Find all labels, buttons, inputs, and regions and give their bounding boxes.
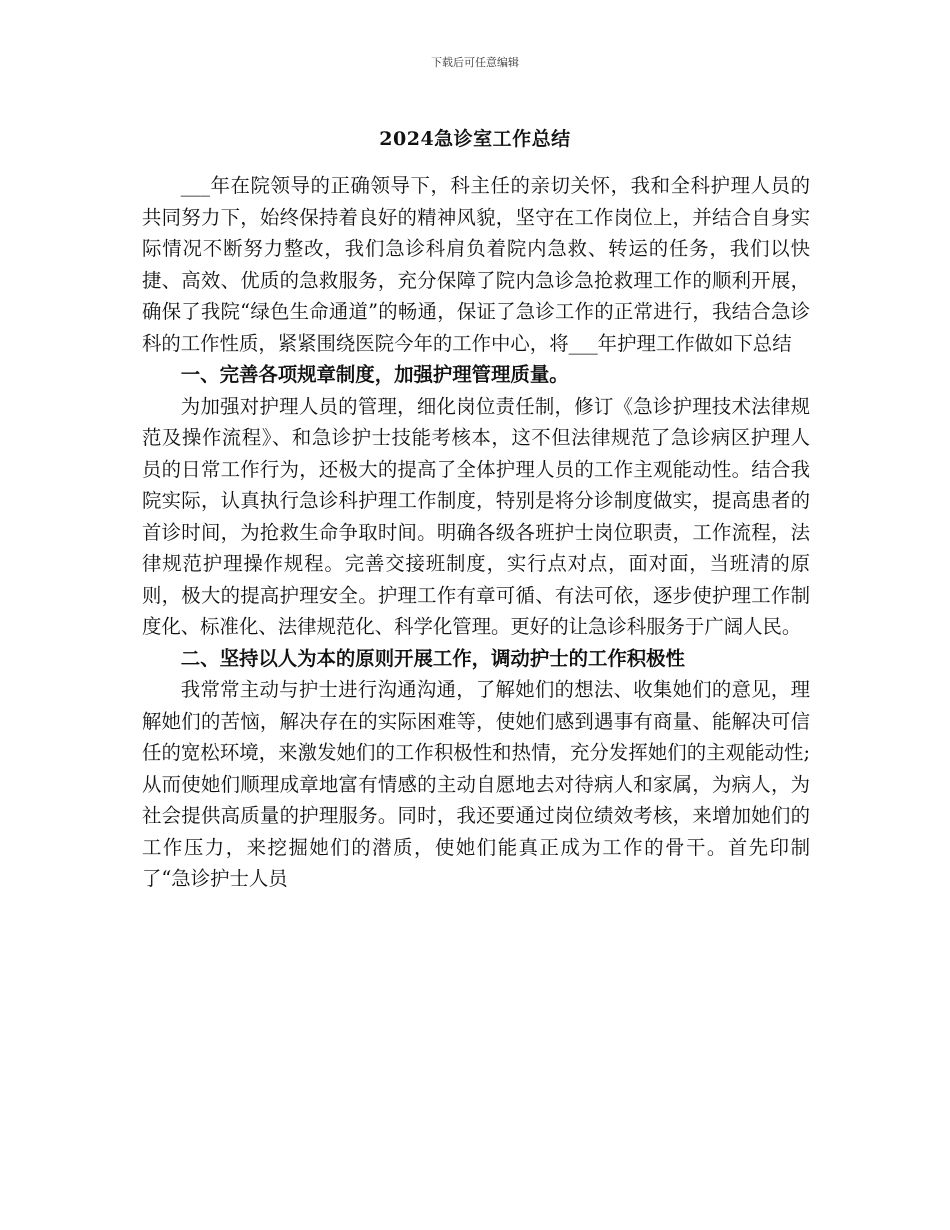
section-2-paragraph: 我常常主动与护士进行沟通沟通，了解她们的想法、收集她们的意见，理解她们的苦恼，解决存在的实际困难等，使她们感到遇事有商量、能解决可信任的宽松环境，来激发她们的工作积极性和热情，充分发挥她们的主观能动性;从而使她们顺理成章地富有情感的主动自愿地去对待病人和家属，为病人，为社会提供高质量的护理服务。同时，我还要通过岗位绩效考核，来增加她们的工作压力，来挖掘她们的潜质，使她们能真正成为工作的骨干。首先印制了“急诊护士人员 bbox=[142, 678, 810, 890]
section-1-paragraph: 为加强对护理人员的管理，细化岗位责任制，修订《急诊护理技术法律规范及操作流程》、和急诊护士技能考核本，这不但法律规范了急诊病区护理人员的日常工作行为，还极大的提高了全体护理人员的工作主观能动性。结合我院实际，认真执行急诊科护理工作制度，特别是将分诊制度做实，提高患者的首诊时间，为抢救生命争取时间。明确各级各班护士岗位职责，工作流程，法律规范护理操作规程。完善交接班制度，实行点对点，面对面，当班清的原则，极大的提高护理安全。护理工作有章可循、有法可依，逐步使护理工作制度化、标准化、法律规范化、科学化管理。更好的让急诊科服务于广阔人民。 bbox=[142, 394, 810, 638]
section-heading-1: 一、完善各项规章制度，加强护理管理质量。 bbox=[180, 363, 569, 386]
section-heading-2: 二、坚持以人为本的原则开展工作，调动护士的工作积极性 bbox=[180, 646, 685, 670]
header-note: 下载后可任意编辑 bbox=[431, 56, 519, 69]
intro-paragraph: ___年在院领导的正确领导下，科主任的亲切关怀，我和全科护理人员的共同努力下，始终保持着良好的精神风貌，坚守在工作岗位上，并结合自身实际情况不断努力整改，我们急诊科肩负着院内急救、转运的任务，我们以快捷、高效、优质的急救服务，充分保障了院内急诊急抢救理工作的顺利开展，确保了我院“绿色生命通道”的畅通，保证了急诊工作的正常进行，我结合急诊科的工作性质，紧紧围绕医院今年的工作中心，将___年护理工作做如下总结 bbox=[142, 174, 810, 355]
document-body bbox=[142, 170, 810, 895]
document-title: 2024急诊室工作总结 bbox=[379, 128, 571, 150]
